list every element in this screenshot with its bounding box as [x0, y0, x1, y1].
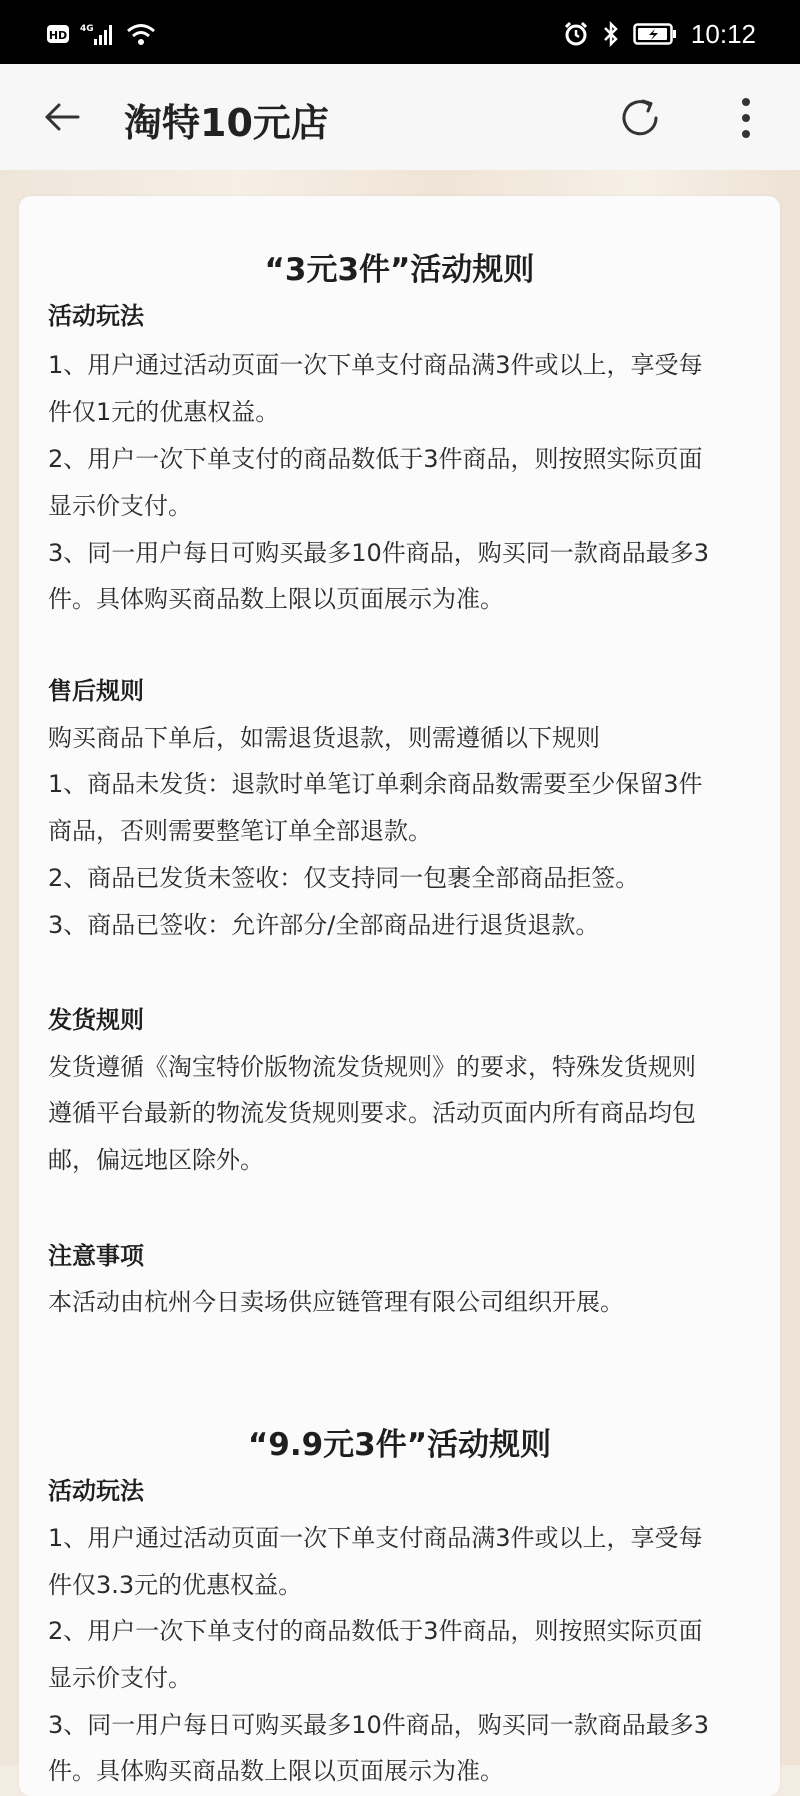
rule-line: 商品，否则需要整笔订单全部退款。 [48, 817, 432, 845]
rule-line: 1、用户通过活动页面一次下单支付商品满3件或以上，享受每 [48, 1524, 703, 1552]
rule-line: 件。具体购买商品数上限以页面展示为准。 [48, 1757, 504, 1785]
hd-icon [46, 24, 70, 44]
rule-line: 2、用户一次下单支付的商品数低于3件商品，则按照实际页面 [48, 445, 703, 473]
status-right [563, 20, 756, 48]
rule-line: 本活动由杭州今日卖场供应链管理有限公司组织开展。 [48, 1288, 624, 1316]
signal-4g-icon [80, 22, 116, 46]
rule-line: 件仅1元的优惠权益。 [48, 398, 280, 426]
rule-line: 1、用户通过活动页面一次下单支付商品满3件或以上，享受每 [48, 351, 703, 379]
page-title: 淘特10元店 [124, 101, 329, 145]
wifi-icon [126, 22, 156, 46]
rule-line: 件仅3.3元的优惠权益。 [48, 1571, 303, 1599]
nav-bar [0, 64, 800, 170]
bluetooth-icon [603, 21, 619, 47]
rule-title: “9.9元3件”活动规则 [247, 1427, 552, 1463]
section-heading: 活动玩法 [48, 302, 144, 330]
section-heading: 注意事项 [48, 1242, 144, 1270]
rule-line: 3、同一用户每日可购买最多10件商品，购买同一款商品最多3 [48, 539, 710, 567]
rule-line: 1、商品未发货：退款时单笔订单剩余商品数需要至少保留3件 [48, 770, 703, 798]
rule-line: 2、用户一次下单支付的商品数低于3件商品，则按照实际页面 [48, 1617, 703, 1645]
network-label: 4G [80, 24, 94, 34]
rule-title: “3元3件”活动规则 [264, 252, 535, 288]
refresh-icon[interactable] [616, 94, 664, 142]
rule-line: 购买商品下单后，如需退货退款，则需遵循以下规则 [48, 724, 600, 752]
rule-line: 发货遵循《淘宝特价版物流发货规则》的要求，特殊发货规则 [48, 1053, 696, 1081]
rules-card[interactable] [19, 196, 780, 1796]
arrow-left-icon[interactable] [42, 97, 82, 137]
rule-line: 件。具体购买商品数上限以页面展示为准。 [48, 585, 504, 613]
rule-line: 邮，偏远地区除外。 [48, 1146, 264, 1174]
alarm-icon [563, 21, 589, 47]
rule-line: 显示价支付。 [48, 1664, 192, 1692]
section-heading: 活动玩法 [48, 1477, 144, 1505]
status-time: 10:12 [690, 18, 756, 49]
hd-label: HD [48, 29, 68, 42]
rule-line: 3、商品已签收：允许部分/全部商品进行退货退款。 [48, 911, 600, 939]
rule-line: 2、商品已发货未签收：仅支持同一包裹全部商品拒签。 [48, 864, 640, 892]
battery-icon [633, 22, 677, 46]
more-vertical-icon[interactable] [734, 94, 758, 142]
rule-line: 遵循平台最新的物流发货规则要求。活动页面内所有商品均包 [48, 1099, 696, 1127]
rule-line: 显示价支付。 [48, 492, 192, 520]
rule-line: 3、同一用户每日可购买最多10件商品，购买同一款商品最多3 [48, 1711, 710, 1739]
section-heading: 发货规则 [48, 1006, 144, 1034]
status-bar [0, 0, 800, 64]
status-left [46, 22, 156, 46]
section-heading: 售后规则 [48, 677, 144, 705]
